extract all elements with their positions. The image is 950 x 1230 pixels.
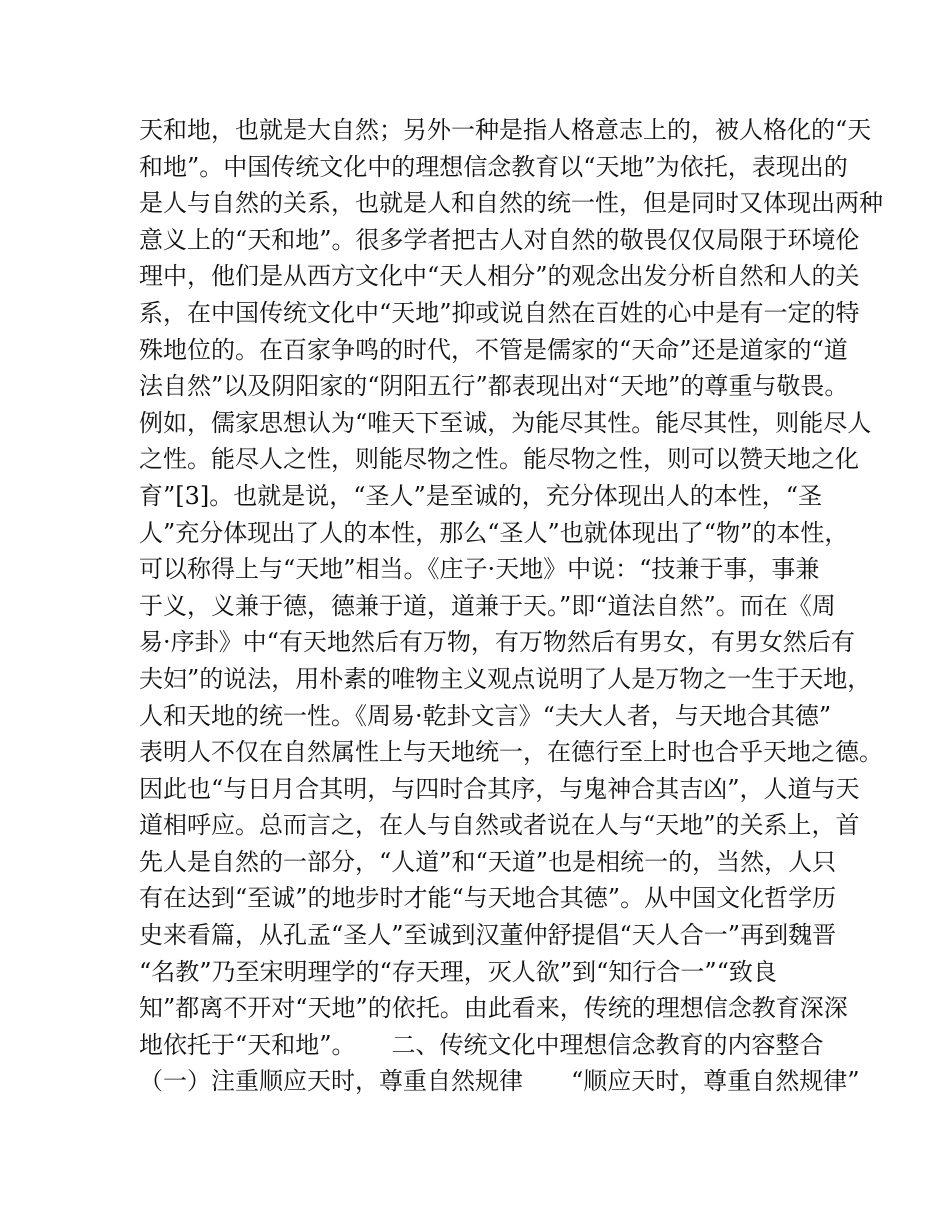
text-line: 知”都离不开对“天地”的依托。由此看来，传统的理想信念教育深深 [139, 994, 848, 1023]
text-line: “名教”乃至宋明理学的“存天理，灭人欲”到“知行合一”“致良 [139, 957, 777, 986]
text-line: 例如，儒家思想认为“唯天下至诚，为能尽其性。能尽其性，则能尽人 [139, 408, 872, 437]
text-line: 人和天地的统一性。《周易·乾卦文言》“夫大人者，与天地合其德” [139, 701, 832, 730]
text-line: 易·序卦》中“有天地然后有万物，有万物然后有男女，有男女然后有 [139, 628, 855, 657]
text-line: 史来看篇，从孔孟“圣人”至诚到汉董仲舒提倡“天人合一”再到魏晋 [139, 921, 837, 950]
text-line: 和地”。中国传统文化中的理想信念教育以“天地”为依托，表现出的 [139, 152, 848, 181]
text-line: 之性。能尽人之性，则能尽物之性。能尽物之性，则可以赞天地之化 [139, 445, 859, 474]
text-line: 殊地位的。在百家争鸣的时代，不管是儒家的“天命”还是道家的“道 [139, 335, 848, 364]
text-line: 育”[3]。也就是说，“圣人”是至诚的，充分体现出人的本性，“圣 [139, 481, 823, 510]
text-line: （一）注重顺应天时，尊重自然规律 “顺应天时，尊重自然规律” [139, 1067, 860, 1096]
text-line: 可以称得上与“天地”相当。《庄子·天地》中说：“技兼于事，事兼 [139, 555, 820, 584]
body-text [139, 112, 883, 1100]
text-line: 因此也“与日月合其明，与四时合其序，与鬼神合其吉凶”，人道与天 [139, 774, 860, 803]
text-line: 理中，他们是从西方文化中“天人相分”的观念出发分析自然和人的关 [139, 262, 860, 291]
text-line: 夫妇”的说法，用朴素的唯物主义观点说明了人是万物之一生于天地， [139, 664, 872, 693]
text-line: 天和地，也就是大自然；另外一种是指人格意志上的，被人格化的“天 [139, 116, 872, 144]
text-line: 有在达到“至诚”的地步时才能“与天地合其德”。从中国文化哲学历 [139, 884, 837, 913]
text-line: 先人是自然的一部分，“人道”和“天道”也是相统一的，当然，人只 [139, 847, 837, 876]
text-line: 地依托于“天和地”。 二、传统文化中理想信念教育的内容整合 [139, 1030, 824, 1059]
text-line: 道相呼应。总而言之，在人与自然或者说在人与“天地”的关系上，首 [139, 811, 860, 840]
text-line: 于义，义兼于德，德兼于道，道兼于天。”即“道法自然”。而在《周 [139, 591, 836, 620]
text-line: 系，在中国传统文化中“天地”抑或说自然在百姓的心中是有一定的特 [139, 298, 860, 327]
text-line: 法自然”以及阴阳家的“阴阳五行”都表现出对“天地”的尊重与敬畏。 [139, 372, 849, 401]
text-line: 是人与自然的关系，也就是人和自然的统一性，但是同时又体现出两种 [139, 189, 883, 218]
text-line: 意义上的“天和地”。很多学者把古人对自然的敬畏仅仅局限于环境伦 [139, 225, 860, 254]
text-line: 人”充分体现出了人的本性，那么“圣人”也就体现出了“物”的本性， [139, 518, 849, 547]
text-line: 表明人不仅在自然属性上与天地统一，在德行至上时也合乎天地之德。 [139, 738, 883, 767]
